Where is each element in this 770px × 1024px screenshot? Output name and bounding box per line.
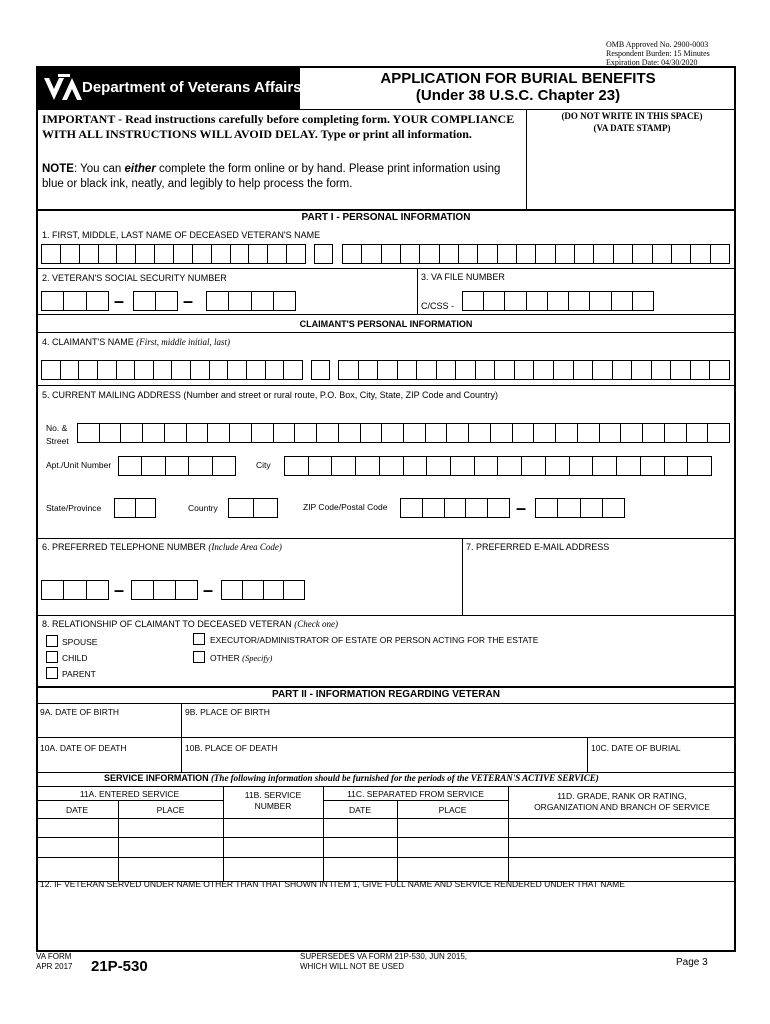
va-seal-icon — [42, 74, 86, 104]
country-boxes[interactable] — [228, 498, 278, 518]
zip-label: ZIP Code/Postal Code — [303, 502, 388, 512]
date-of-death-label: 10A. DATE OF DEATH — [40, 743, 127, 753]
title-line2: (Under 38 U.S.C. Chapter 23) — [415, 87, 621, 104]
separated-date-label: DATE — [348, 805, 372, 815]
form-date: APR 2017 — [36, 962, 73, 971]
item7-label: 7. PREFERRED E-MAIL ADDRESS — [466, 542, 610, 552]
city-label: City — [256, 460, 271, 470]
item6-text: 6. PREFERRED TELEPHONE NUMBER — [42, 542, 209, 552]
page-number: Page 3 — [676, 957, 708, 968]
item4-text: 4. CLAIMANT'S NAME — [42, 337, 137, 347]
other-checkbox[interactable] — [193, 651, 205, 663]
state-boxes[interactable] — [114, 498, 156, 518]
apt-label: Apt./Unit Number — [46, 460, 112, 470]
note-emph: either — [124, 163, 156, 175]
service-number-line2: NUMBER — [254, 801, 292, 811]
item4-label — [42, 337, 230, 347]
expiration-date: Expiration Date: 04/30/2020 — [606, 58, 698, 67]
item3-label: 3. VA FILE NUMBER — [421, 272, 505, 282]
child-label: CHILD — [62, 653, 88, 663]
service-number-line1: 11B. SERVICE — [244, 790, 302, 800]
city-boxes[interactable] — [284, 456, 712, 476]
item8-hint: (Check one) — [294, 619, 338, 629]
veteran-middle-initial-box[interactable] — [314, 244, 333, 264]
no-label: No. & — [46, 423, 68, 433]
stamp-line1: (DO NOT WRITE IN THIS SPACE) — [561, 111, 703, 121]
service-number-label — [223, 790, 323, 812]
apt-boxes[interactable] — [118, 456, 236, 476]
phone-line-boxes[interactable] — [221, 580, 305, 600]
claimant-section-title: CLAIMANT'S PERSONAL INFORMATION — [299, 319, 473, 329]
other-label — [210, 653, 272, 663]
veteran-first-name-boxes[interactable] — [41, 244, 306, 264]
separated-place-label: PLACE — [438, 805, 467, 815]
note-text — [42, 162, 522, 192]
service-info-title — [104, 773, 599, 783]
item12-label: 12. IF VETERAN SERVED UNDER NAME OTHER THAN THAT SHOWN IN ITEM 1, GIVE FULL NAME AND SERVICE RENDERED UNDER THAT NAME — [40, 879, 625, 889]
item5-label: 5. CURRENT MAILING ADDRESS (Number and street or rural route, P.O. Box, City, State, ZIP Code and Country) — [42, 390, 499, 400]
place-of-birth-label: 9B. PLACE OF BIRTH — [185, 707, 270, 717]
va-form-label: VA FORM — [36, 952, 72, 961]
claimant-last-name-boxes[interactable] — [338, 360, 730, 380]
item8-label — [42, 619, 338, 629]
entered-service-label: 11A. ENTERED SERVICE — [79, 789, 180, 799]
child-checkbox[interactable] — [46, 651, 58, 663]
note-post: complete the form online or by hand. Please print information using blue or black ink, neatly, and legibly to help process the form. — [42, 163, 501, 190]
executor-label: EXECUTOR/ADMINISTRATOR OF ESTATE OR PERSON ACTING FOR THE ESTATE — [210, 635, 539, 645]
part1-title: PART I - PERSONAL INFORMATION — [301, 212, 471, 223]
entered-date-label: DATE — [65, 805, 89, 815]
date-of-birth-label: 9A. DATE OF BIRTH — [40, 707, 120, 717]
stamp-line2: (VA DATE STAMP) — [593, 123, 671, 133]
ssn-part2-boxes[interactable] — [133, 291, 178, 311]
claimant-first-name-boxes[interactable] — [41, 360, 303, 380]
other-text: OTHER — [210, 653, 243, 663]
va-date-stamp-area — [530, 110, 734, 134]
form-number: 21P-530 — [91, 958, 148, 975]
place-of-death-label: 10B. PLACE OF DEATH — [185, 743, 278, 753]
zip-ext-boxes[interactable] — [535, 498, 625, 518]
ssn-part1-boxes[interactable] — [41, 291, 109, 311]
executor-checkbox[interactable] — [193, 633, 205, 645]
item6-hint: (Include Area Code) — [208, 542, 282, 552]
claimant-middle-initial-box[interactable] — [311, 360, 330, 380]
street-label — [46, 422, 69, 448]
note-label: NOTE — [42, 163, 74, 175]
grade-line2: ORGANIZATION AND BRANCH OF SERVICE — [534, 802, 710, 812]
email-field[interactable] — [466, 556, 734, 614]
grade-rank-label — [508, 791, 736, 813]
note-pre: : You can — [73, 163, 125, 175]
omb-number: OMB Approved No. 2900-0003 — [606, 40, 709, 49]
parent-label: PARENT — [62, 669, 96, 679]
va-banner — [38, 68, 300, 109]
item8-text: 8. RELATIONSHIP OF CLAIMANT TO DECEASED VETERAN — [42, 619, 295, 629]
street-boxes[interactable] — [77, 423, 730, 443]
date-of-burial-label: 10C. DATE OF BURIAL — [591, 743, 681, 753]
other-hint: (Specify) — [242, 653, 273, 663]
omb-block — [606, 40, 710, 67]
country-label: Country — [188, 503, 218, 513]
supersedes-line1: SUPERSEDES VA FORM 21P-530, JUN 2015, — [300, 952, 468, 961]
entered-place-label: PLACE — [156, 805, 185, 815]
veteran-last-name-boxes[interactable] — [342, 244, 730, 264]
important-instructions: IMPORTANT - Read instructions carefully before completing form. YOUR COMPLIANCE WITH ALL INSTRUCTIONS WILL AVOID DELAY. Type or print all information. — [42, 112, 515, 141]
parent-checkbox[interactable] — [46, 667, 58, 679]
grade-line1: 11D. GRADE, RANK OR RATING, — [557, 791, 687, 801]
service-hint: (The following information should be furnished for the periods of the VETERAN'S ACTIVE SERVICE) — [208, 773, 599, 783]
street-text: Street — [46, 436, 69, 446]
form-id — [36, 952, 72, 972]
phone-prefix-boxes[interactable] — [131, 580, 198, 600]
va-file-number-boxes[interactable] — [462, 291, 654, 311]
ssn-part3-boxes[interactable] — [206, 291, 296, 311]
separated-service-label: 11C. SEPARATED FROM SERVICE — [347, 789, 484, 799]
respondent-burden: Respondent Burden: 15 Minutes — [606, 49, 710, 58]
item2-label: 2. VETERAN'S SOCIAL SECURITY NUMBER — [42, 273, 227, 283]
supersedes-line2: WHICH WILL NOT BE USED — [300, 962, 405, 971]
spouse-label: SPOUSE — [62, 637, 98, 647]
item1-label: 1. FIRST, MIDDLE, LAST NAME OF DECEASED VETERAN'S NAME — [42, 230, 321, 240]
phone-area-boxes[interactable] — [41, 580, 109, 600]
css-label: C/CSS - — [421, 301, 455, 311]
spouse-checkbox[interactable] — [46, 635, 58, 647]
supersedes-note — [300, 952, 467, 972]
agency-name: Department of Veterans Affairs — [82, 79, 302, 96]
part2-title: PART II - INFORMATION REGARDING VETERAN — [272, 689, 500, 700]
state-label: State/Province — [46, 503, 102, 513]
item6-label — [42, 542, 282, 552]
service-title-text: SERVICE INFORMATION — [104, 773, 209, 783]
item4-hint: (First, middle initial, last) — [136, 337, 230, 347]
title-line1: APPLICATION FOR BURIAL BENEFITS — [380, 70, 656, 87]
zip-boxes[interactable] — [400, 498, 510, 518]
form-title — [300, 70, 736, 104]
